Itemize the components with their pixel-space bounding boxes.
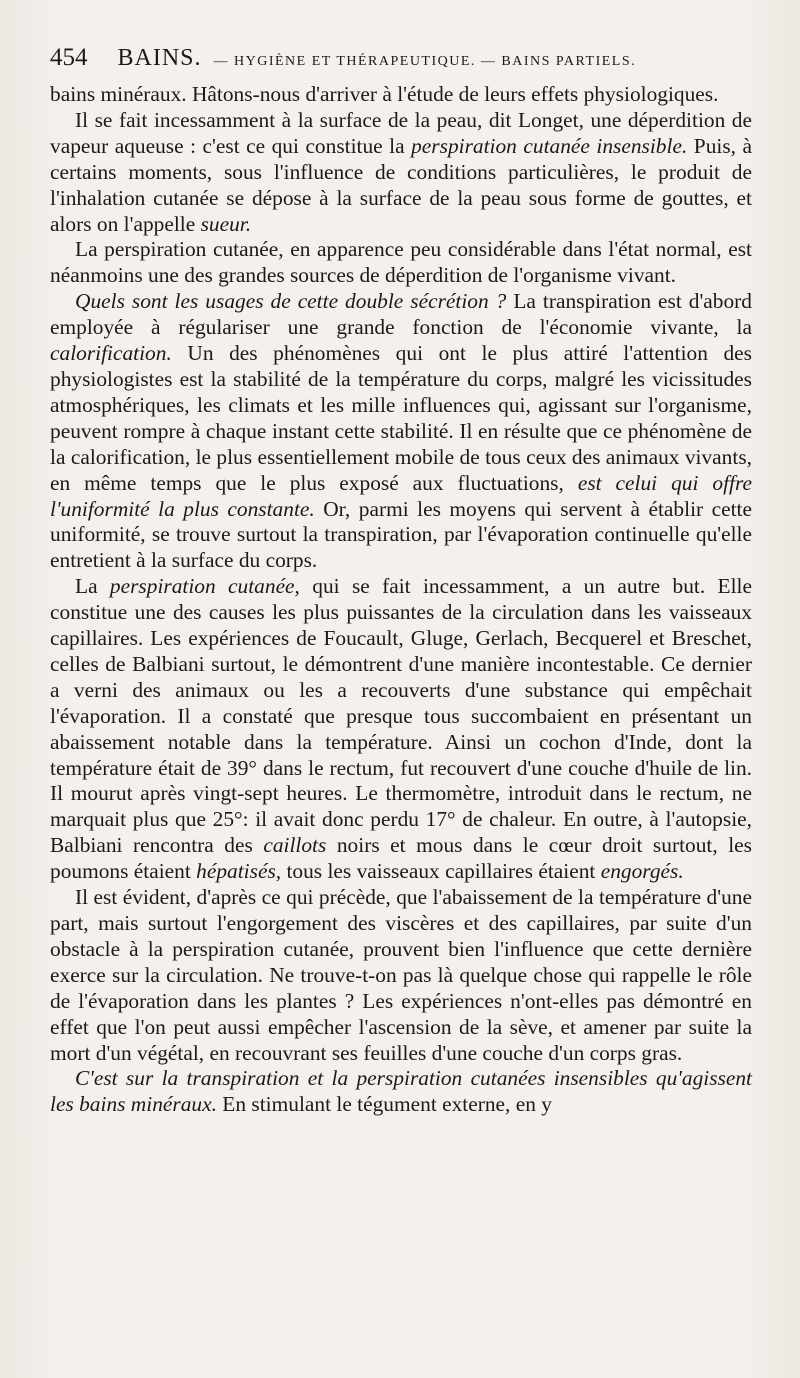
text-run: bains minéraux. Hâtons-nous d'arriver à l'étude de leurs effets physiologiques. xyxy=(50,82,719,106)
paragraph xyxy=(50,108,752,238)
header-subtitle: — HYGIÈNE ET THÉRAPEUTIQUE. — BAINS PARTIELS. xyxy=(213,54,637,69)
paragraph xyxy=(50,574,752,885)
paragraph xyxy=(50,885,752,1066)
text-run: Il est évident, d'après ce qui précède, que l'abaissement de la température d'une part, mais surtout l'engorgement des viscères et des capillaires, par suite d'un obstacle à la perspiration cutanée, prouvent bien l'influence que cette dernière exerce sur la circulation. Ne trouve-t-on pas là quelque chose qui rappelle le rôle de l'évaporation dans les plantes ? Les expériences n'ont-elles pas démontré en effet que l'on peut aussi empêcher l'ascension de la sève, et amener par suite la mort d'un végétal, en recouvrant ses feuilles d'une couche d'un corps gras. xyxy=(50,885,752,1065)
text-run: Puis, à certains moments, sous l'influence de conditions particulières, le produit de l'inhalation cutanée se dépose à la surface de la peau sous forme de gouttes, et alors on l'appelle xyxy=(50,133,752,236)
italic-text: perspiration cutanée insensible. xyxy=(411,133,688,158)
text-run: Il se fait incessamment à la surface de la peau, dit Longet, une déperdition de vapeur aqueuse : c'est ce qui constitue la xyxy=(50,107,752,158)
text-run: En stimulant le tégument externe, en y xyxy=(216,1092,552,1117)
italic-text: Quels sont les usages de cette double sécrétion ? xyxy=(75,289,507,314)
italic-text: C'est sur la transpiration et la perspiration cutanées insensibles qu'agissent les bains minéraux. xyxy=(50,1066,752,1117)
italic-text: perspiration cutanée, xyxy=(109,574,300,599)
body-text xyxy=(50,82,752,1118)
text-run: Or, parmi les moyens qui servent à établir cette uniformité, se trouve surtout la transpiration, par l'évaporation continuelle qu'elle entretient à la surface du corps. xyxy=(50,496,752,573)
italic-text: est celui qui offre l'uniformité la plus constante. xyxy=(50,470,752,521)
italic-text: caillots xyxy=(263,833,327,858)
italic-text: hépatisés, xyxy=(196,859,282,884)
text-run: La transpiration est d'abord employée à régulariser une grande fonction de l'économie vivante, la xyxy=(50,289,753,340)
paragraph xyxy=(50,1066,752,1118)
text-run: qui se fait incessamment, a un autre but. Elle constitue une des causes les plus puissantes de la circulation dans les vaisseaux capillaires. Les expériences de Foucault, Gluge, Gerlach, Becquerel et Breschet, celles de Balbiani surtout, le démontrent d'une manière incontestable. Ce dernier a verni des animaux ou les a recouverts d'une substance qui empêchait l'évaporation. Il a constaté que presque tous succombaient en présentant un abaissement notable dans la température. Ainsi un cochon d'Inde, dont la température était de 39° dans le rectum, fut recouvert d'une couche d'huile de lin. Il mourut après vingt-sept heures. Le thermomètre, introduit dans le rectum, ne marquait plus que 25°: il avait donc perdu 17° de chaleur. En outre, à l'autopsie, Balbiani rencontra des xyxy=(50,574,752,858)
italic-text: engorgés. xyxy=(600,859,684,884)
paragraph xyxy=(50,82,752,108)
page-number: 454 xyxy=(50,44,88,71)
text-run: La perspiration cutanée, en apparence peu considérable dans l'état normal, est néanmoins une des grandes sources de déperdition de l'organisme vivant. xyxy=(50,237,752,288)
text-run: tous les vaisseaux capillaires étaient xyxy=(281,859,601,884)
paragraph xyxy=(50,289,752,574)
italic-text: calorification. xyxy=(50,341,172,366)
paragraph xyxy=(50,237,752,289)
header-title: BAINS. xyxy=(117,45,202,71)
text-run: noirs et mous dans le cœur droit surtout, les poumons étaient xyxy=(50,833,752,884)
text-run: Un des phénomènes qui ont le plus attiré l'attention des physiologistes est la stabilité de la température du corps, malgré les vicissitudes atmosphériques, les climats et les mille influences qui, agissant sur l'organisme, peuvent rompre à chaque instant cette stabilité. Il en résulte que ce phénomène de la calorification, le plus essentiellement mobile de tous ceux des animaux vivants, en même temps que le plus exposé aux fluctuations, xyxy=(50,341,752,495)
running-header xyxy=(50,44,750,78)
italic-text: sueur. xyxy=(200,211,252,236)
text-run: La xyxy=(75,574,110,599)
